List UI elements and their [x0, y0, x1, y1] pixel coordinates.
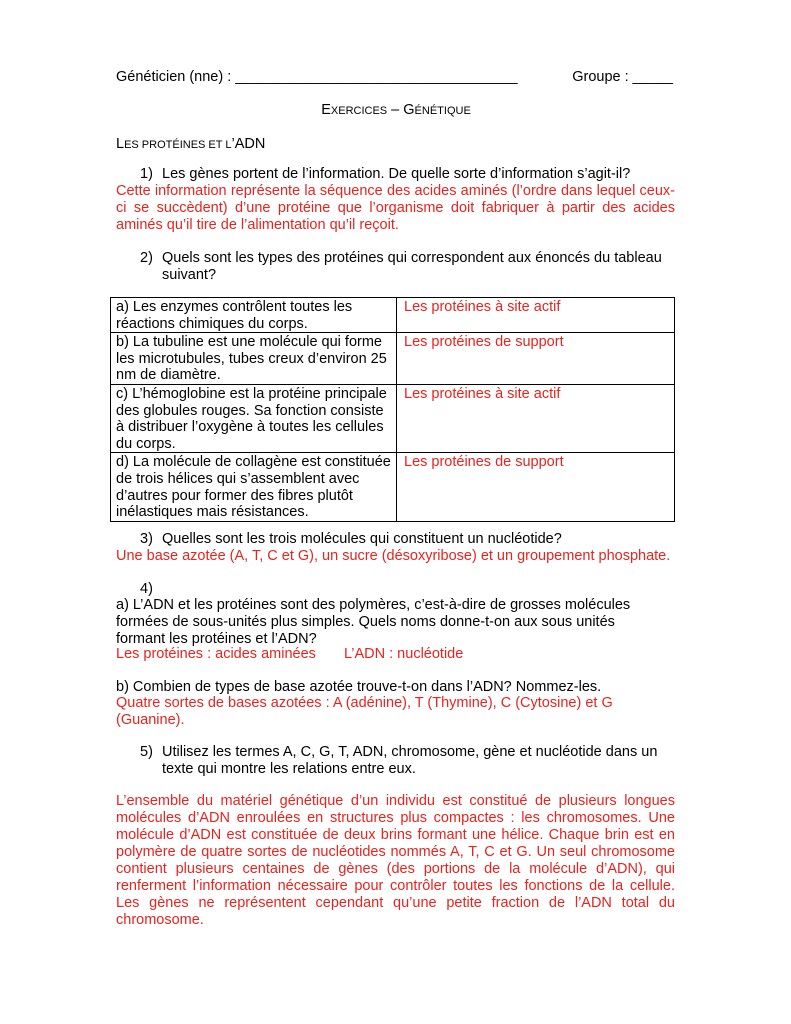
page-title	[116, 102, 676, 118]
table-statement: a) Les enzymes contrôlent toutes les réactions chimiques du corps.	[111, 298, 397, 333]
title-dash: –	[387, 102, 404, 118]
question-text: Les gènes portent de l’information. De quelle sorte d’information s’agit-il?	[162, 166, 631, 182]
answer-1: Cette information représente la séquence des acides aminés (l’ordre dans lequel ceux-ci se succèdent) d’une protéine que l’organisme doit fabriquer à partir des acides aminés qu’il tire de l’alimentation qu’il reçoit.	[116, 183, 675, 233]
table-statement: c) L’hémoglobine est la protéine principale des globules rouges. Sa fonction consiste à distribuer l’oxygène à toutes les cellules du corps.	[111, 384, 397, 452]
question-number: 1)	[140, 166, 153, 182]
question-number: 2)	[140, 250, 153, 266]
section-rest: ’ADN	[231, 136, 266, 152]
question-text: Utilisez les termes A, C, G, T, ADN, chromosome, gène et nucléotide dans un texte qui montre les relations entre eux.	[162, 744, 658, 777]
section-small-caps: ES PROTÉINES ET L	[124, 139, 232, 151]
title-initial-1: E	[321, 102, 331, 118]
question-number: 3)	[140, 531, 153, 547]
name-field-label: Généticien (nne) : ___________________________________	[116, 69, 518, 85]
question-4a: a) L’ADN et les protéines sont des polymères, c’est-à-dire de grosses molécules formées de sous-unités plus simples. Quels noms donne-t-on aux sous unités formant les protéines et l’ADN?	[116, 597, 631, 647]
answer-4b: Quatre sortes de bases azotées : A (adénine), T (Thymine), C (Cytosine) et G (Guanine).	[116, 695, 613, 728]
section-heading	[116, 136, 265, 154]
table-statement: b) La tubuline est une molécule qui forme les microtubules, tubes creux d’environ 25 nm de diamètre.	[111, 333, 397, 385]
section-initial: L	[116, 136, 125, 152]
question-text: Quelles sont les trois molécules qui constituent un nucléotide?	[162, 531, 562, 547]
table-answer: Les protéines de support	[397, 333, 675, 385]
group-field-label: Groupe : _____	[572, 69, 673, 85]
answer-4a-proteins: Les protéines : acides aminées	[116, 646, 316, 662]
table-row	[111, 298, 675, 333]
table-statement: d) La molécule de collagène est constituée de trois hélices qui s’assemblent avec d’autres pour former des fibres plutôt inélastiques mais résistances.	[111, 453, 397, 521]
answer-4a-dna: L’ADN : nucléotide	[344, 646, 464, 662]
question-text: Quels sont les types des protéines qui correspondent aux énoncés du tableau suivant?	[162, 250, 662, 283]
title-word-2: ÉNÉTIQUE	[414, 105, 471, 117]
title-initial-2: G	[403, 102, 415, 118]
table-answer: Les protéines à site actif	[397, 298, 675, 333]
answer-3: Une base azotée (A, T, C et G), un sucre (désoxyribose) et un groupement phosphate.	[116, 548, 671, 564]
table-row	[111, 453, 675, 521]
table-answer: Les protéines à site actif	[397, 384, 675, 452]
question-4b: b) Combien de types de base azotée trouve-t-on dans l’ADN? Nommez-les.	[116, 679, 602, 695]
question-number: 5)	[140, 744, 153, 760]
question-4-number: 4)	[140, 581, 153, 597]
table-row	[111, 384, 675, 452]
protein-table	[110, 297, 675, 522]
answer-5: L’ensemble du matériel génétique d’un individu est constitué de plusieurs longues molécules d’ADN enroulées en structures plus compactes : les chromosomes. Une molécule d’ADN est constituée de deux brins formant une hélice. Chaque brin est en polymère de quatre sortes de nucléotides nommés A, T, C et G. Un seul chromosome contient plusieurs centaines de gènes (des portions de la molécule d’ADN), qui renferment l’information nécessaire pour contrôler toutes les fonctions de la cellule. Les gènes ne représentent cependant qu’une petite fraction de l’ADN total du chromosome.	[116, 793, 675, 928]
title-word-1: XERCICES	[330, 105, 388, 117]
table-answer: Les protéines de support	[397, 453, 675, 521]
table-row	[111, 333, 675, 385]
